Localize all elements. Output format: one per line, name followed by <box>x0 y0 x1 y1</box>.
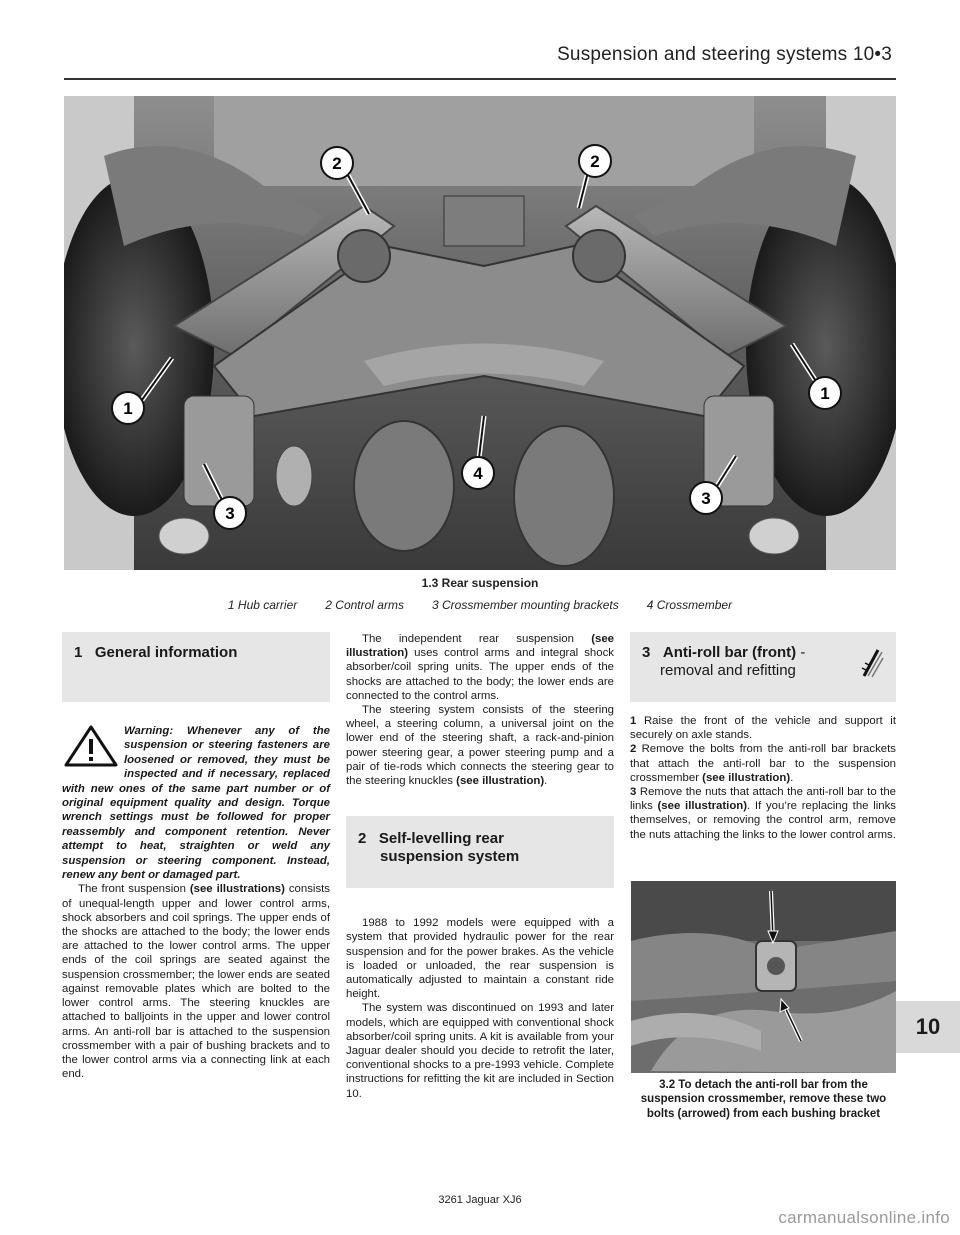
step-1 <box>630 714 896 742</box>
step-3 <box>630 785 896 842</box>
page-footer: 3261 Jaguar XJ6 <box>438 1194 522 1206</box>
text-run: The front suspension <box>78 883 190 896</box>
text-run: The independent rear suspension <box>362 633 592 645</box>
section-title-line-2: suspension system <box>380 848 520 866</box>
text-run: uses control arms and integral shock absorber/coil spring units. The upper ends of the shocks are attached to the body; the lower ends are connected to the control arms. <box>346 647 614 702</box>
callout-label: 2 <box>332 154 342 173</box>
section-number: 3 <box>642 644 651 661</box>
running-header: Suspension and steering systems 10•3 <box>557 44 892 65</box>
watermark: carmanualsonline.info <box>778 1208 950 1227</box>
section-title: Anti-roll bar (front) <box>662 644 797 661</box>
legend-item: 2 Control arms <box>325 598 404 612</box>
illustration-ref: (see illustrations) <box>189 883 285 896</box>
callout-label: 3 <box>701 489 711 508</box>
step-number: 1 <box>630 715 637 727</box>
figure-1-3-title: 1.3 Rear suspension <box>421 576 539 590</box>
callout-label: 4 <box>473 464 483 483</box>
anti-roll-bar-photo <box>631 881 896 1073</box>
step-number: 2 <box>630 743 637 756</box>
step-number: 3 <box>630 786 637 799</box>
anti-roll-bar-illustration <box>631 881 896 1073</box>
section-2-paragraph-2: The system was discontinued on 1993 and later models, which are equipped with conventional shock absorber/coil spring units. A kit is available from your Jaguar dealer should you decide to retrofit the later, conventional shocks to a pre-1993 vehicle. Complete instructions for refitting the kit are included in Section 10. <box>346 1002 614 1100</box>
illustration-ref: (see illustration) <box>657 800 748 813</box>
warning-text: Warning: Whenever any of the suspension or steering fasteners are loosened or removed, they must be inspected and if necessary, replaced with new ones of the same part number or of original equipment quality and design. Torque wrench settings must be followed for proper reassembly and component retention. Never attempt to heat, straighten or weld any suspension or steering component. Instead, renew any bent or damaged part. <box>62 725 330 882</box>
difficulty-spanner-icon <box>860 646 884 680</box>
step-text: . If you’re replacing the links themselves, or removing the control arm, remove the nuts attaching the links to the lower control arms. <box>630 800 897 841</box>
callout-label: 2 <box>590 152 600 171</box>
callout-label: 3 <box>225 504 235 523</box>
step-2 <box>630 742 896 785</box>
section-number: 1 <box>74 644 83 661</box>
column-right <box>630 632 896 842</box>
illustration-ref: (see illustration) <box>456 775 545 788</box>
section-number: 2 <box>358 830 367 848</box>
illustration-ref: (see illustration) <box>346 633 614 660</box>
column-middle <box>346 632 614 1101</box>
rear-suspension-photo <box>64 96 896 570</box>
figure-1-3-legend <box>64 598 896 612</box>
text-run: consists of unequal-length upper and lower control arms, shock absorbers and coil springs. The upper ends of the shocks are attached to the body; the lower ends are attached to the lower control arms. The upper ends of the coil springs are seated against the suspension crossmember; the lower ends are seated against removable plates which are bolted to the lower control arms. The steering knuckles are attached to balljoints in the upper and lower control arms. An anti-roll bar is attached to the suspension crossmember with a pair of bushing brackets and to the lower control arms via a connecting link at each end. <box>62 883 330 1081</box>
rear-suspension-illustration <box>64 96 896 570</box>
legend-item: 4 Crossmember <box>646 598 733 612</box>
section-1-paragraph-1 <box>62 882 330 1081</box>
section-1-paragraph-2 <box>346 632 614 703</box>
callout-label: 1 <box>820 384 830 403</box>
section-1-paragraph-3 <box>346 703 614 788</box>
section-3-heading <box>630 632 896 702</box>
section-2-heading <box>346 816 614 888</box>
legend-item: 1 Hub carrier <box>227 598 298 612</box>
warning-triangle-icon <box>62 724 120 768</box>
illustration-ref: (see illustration) <box>702 771 791 784</box>
step-text: Raise the front of the vehicle and support it securely on axle stands. <box>630 715 896 742</box>
section-title-line-1: Self-levelling rear <box>378 830 504 848</box>
warning-block <box>62 724 330 882</box>
section-title: General information <box>94 644 238 661</box>
text-run: . <box>544 775 548 788</box>
step-text: Remove the bolts from the anti-roll bar brackets that attach the anti-roll bar to the suspension crossmember <box>630 743 896 784</box>
callout-label: 1 <box>123 399 133 418</box>
step-text: . <box>790 771 794 784</box>
step-text: Remove the nuts that attach the anti-roll bar to the links <box>630 786 896 813</box>
header-rule <box>64 78 896 80</box>
text-run: The steering system consists of the steering wheel, a steering column, a universal joint on the lower end of the steering shaft, a rack-and-pinion power steering gear, a power steering pump and a pair of tie-rods which connects the steering gear to the steering knuckles <box>346 704 614 788</box>
chapter-tab: 10 <box>896 1001 960 1053</box>
section-subtitle: removal and refitting <box>660 662 796 679</box>
legend-item: 3 Crossmember mounting brackets <box>431 598 619 612</box>
column-left <box>62 632 330 1081</box>
section-2-paragraph-1: 1988 to 1992 models were equipped with a system that provided hydraulic power for the rear suspension and for the power brakes. As the vehicle is loaded or unloaded, the rear suspension is automatically adjusted to maintain a constant ride height. <box>346 917 614 1001</box>
section-title-suffix: - <box>796 644 806 661</box>
figure-3-2-caption: 3.2 To detach the anti-roll bar from the suspension crossmember, remove these two bolts (arrowed) from each bushing bracket <box>640 1079 887 1120</box>
section-1-heading <box>62 632 330 702</box>
